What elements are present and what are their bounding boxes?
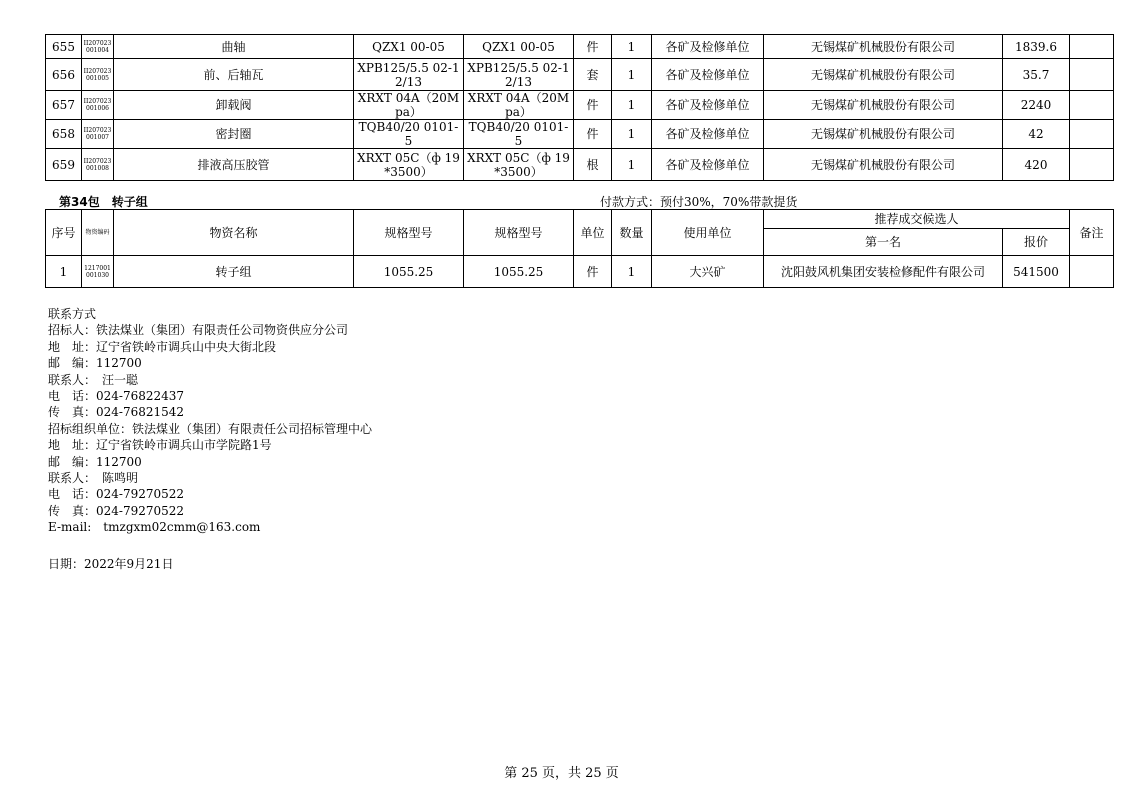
cell-user-unit: 各矿及检修单位	[652, 149, 764, 181]
cell-qty: 1	[612, 35, 652, 59]
cell-candidate: 沈阳鼓风机集团安装检修配件有限公司	[764, 256, 1003, 288]
cell-qty: 1	[612, 256, 652, 288]
header-recommend: 推荐成交候选人	[764, 210, 1070, 229]
cell-unit: 件	[574, 120, 612, 149]
cell-note	[1070, 35, 1114, 59]
cell-no: 656	[46, 59, 82, 91]
cell-code: II207023001008	[82, 149, 114, 181]
header-unit: 单位	[574, 210, 612, 256]
cell-candidate: 无锡煤矿机械股份有限公司	[764, 120, 1003, 149]
continued-items-table	[45, 34, 1114, 181]
cell-user-unit: 各矿及检修单位	[652, 120, 764, 149]
cell-no: 655	[46, 35, 82, 59]
cell-qty: 1	[612, 59, 652, 91]
cell-spec2: QZX1 00-05	[464, 35, 574, 59]
header-price: 报价	[1003, 229, 1070, 256]
contact-block	[48, 306, 372, 536]
cell-code: II207023001006	[82, 91, 114, 120]
cell-spec2: TQB40/20 0101-5	[464, 120, 574, 149]
cell-spec1: TQB40/20 0101-5	[354, 120, 464, 149]
header-note: 备注	[1070, 210, 1114, 256]
package-title	[59, 193, 148, 210]
header-qty: 数量	[612, 210, 652, 256]
cell-candidate: 无锡煤矿机械股份有限公司	[764, 91, 1003, 120]
header-code: 物资编码	[82, 210, 114, 256]
cell-spec1: XRXT 04A（20Mpa）	[354, 91, 464, 120]
contact-heading: 联系方式	[48, 307, 97, 321]
contact-line: 地 址：辽宁省铁岭市调兵山市学院路1号	[48, 438, 272, 453]
contact-line: 传 真：024-79270522	[48, 503, 185, 518]
cell-note	[1070, 91, 1114, 120]
cell-price: 1839.6	[1003, 35, 1070, 59]
cell-spec1: QZX1 00-05	[354, 35, 464, 59]
table-row	[46, 35, 1114, 59]
cell-price: 420	[1003, 149, 1070, 181]
package-header	[45, 193, 1105, 209]
cell-no: 1	[46, 256, 82, 288]
header-spec1: 规格型号	[354, 210, 464, 256]
cell-price: 42	[1003, 120, 1070, 149]
cell-no: 658	[46, 120, 82, 149]
contact-line: 电 话：024-76822437	[48, 389, 185, 404]
table-row	[46, 120, 1114, 149]
cell-candidate: 无锡煤矿机械股份有限公司	[764, 59, 1003, 91]
cell-spec1: 1055.25	[354, 256, 464, 288]
contact-line: 招标人：铁法煤业（集团）有限责任公司物资供应分公司	[48, 323, 349, 338]
cell-unit: 根	[574, 149, 612, 181]
cell-unit: 套	[574, 59, 612, 91]
cell-name: 密封圈	[114, 120, 354, 149]
header-spec2: 规格型号	[464, 210, 574, 256]
cell-unit: 件	[574, 91, 612, 120]
cell-price: 2240	[1003, 91, 1070, 120]
contact-line: 地 址：辽宁省铁岭市调兵山中央大街北段	[48, 339, 277, 354]
cell-code: II207023001004	[82, 35, 114, 59]
cell-spec2: 1055.25	[464, 256, 574, 288]
cell-name: 排液高压胶管	[114, 149, 354, 181]
contact-line: 传 真：024-76821542	[48, 405, 185, 420]
contact-line: 邮 编：112700	[48, 356, 142, 371]
contact-line: 招标组织单位：铁法煤业（集团）有限责任公司招标管理中心	[48, 421, 373, 436]
cell-unit: 件	[574, 35, 612, 59]
document-date: 日期：2022年9月21日	[48, 557, 174, 571]
cell-spec2: XRXT 05C（ф 19*3500）	[464, 149, 574, 181]
cell-code: II207023001005	[82, 59, 114, 91]
cell-price: 541500	[1003, 256, 1070, 288]
cell-note	[1070, 120, 1114, 149]
header-user-unit: 使用单位	[652, 210, 764, 256]
contact-line: 电 话：024-79270522	[48, 487, 185, 502]
contact-line: E-mail: tmzgxm02cmm@163.com	[48, 520, 261, 535]
package-name: 转子组	[111, 195, 148, 209]
cell-name: 卸载阀	[114, 91, 354, 120]
header-no: 序号	[46, 210, 82, 256]
package-row	[46, 256, 1114, 288]
cell-no: 659	[46, 149, 82, 181]
cell-name: 转子组	[114, 256, 354, 288]
cell-code: 1217001001030	[82, 256, 114, 288]
cell-user-unit: 各矿及检修单位	[652, 35, 764, 59]
cell-name: 曲轴	[114, 35, 354, 59]
cell-no: 657	[46, 91, 82, 120]
cell-user-unit: 各矿及检修单位	[652, 59, 764, 91]
cell-code: II207023001007	[82, 120, 114, 149]
cell-unit: 件	[574, 256, 612, 288]
contact-line: 联系人： 陈鸣明	[48, 471, 139, 486]
cell-note	[1070, 59, 1114, 91]
cell-candidate: 无锡煤矿机械股份有限公司	[764, 35, 1003, 59]
cell-spec2: XRXT 04A（20Mpa）	[464, 91, 574, 120]
cell-price: 35.7	[1003, 59, 1070, 91]
header-first: 第一名	[764, 229, 1003, 256]
table-row	[46, 59, 1114, 91]
cell-spec1: XPB125/5.5 02-12/13	[354, 59, 464, 91]
contact-line: 联系人： 汪一聪	[48, 372, 139, 387]
table-row	[46, 149, 1114, 181]
cell-spec1: XRXT 05C（ф 19*3500）	[354, 149, 464, 181]
contact-lines	[48, 322, 372, 535]
cell-user-unit: 各矿及检修单位	[652, 91, 764, 120]
contact-line: 邮 编：112700	[48, 454, 142, 469]
cell-qty: 1	[612, 120, 652, 149]
table-row	[46, 91, 1114, 120]
cell-qty: 1	[612, 149, 652, 181]
cell-qty: 1	[612, 91, 652, 120]
cell-note	[1070, 149, 1114, 181]
cell-note	[1070, 256, 1114, 288]
package-number: 第34包	[59, 195, 100, 209]
header-name: 物资名称	[114, 210, 354, 256]
cell-user-unit: 大兴矿	[652, 256, 764, 288]
payment-terms: 付款方式：预付30%，70%带款提货	[600, 195, 798, 209]
package-table	[45, 209, 1114, 288]
page-footer: 第 25 页，共 25 页	[504, 766, 619, 781]
cell-name: 前、后轴瓦	[114, 59, 354, 91]
cell-spec2: XPB125/5.5 02-12/13	[464, 59, 574, 91]
cell-candidate: 无锡煤矿机械股份有限公司	[764, 149, 1003, 181]
